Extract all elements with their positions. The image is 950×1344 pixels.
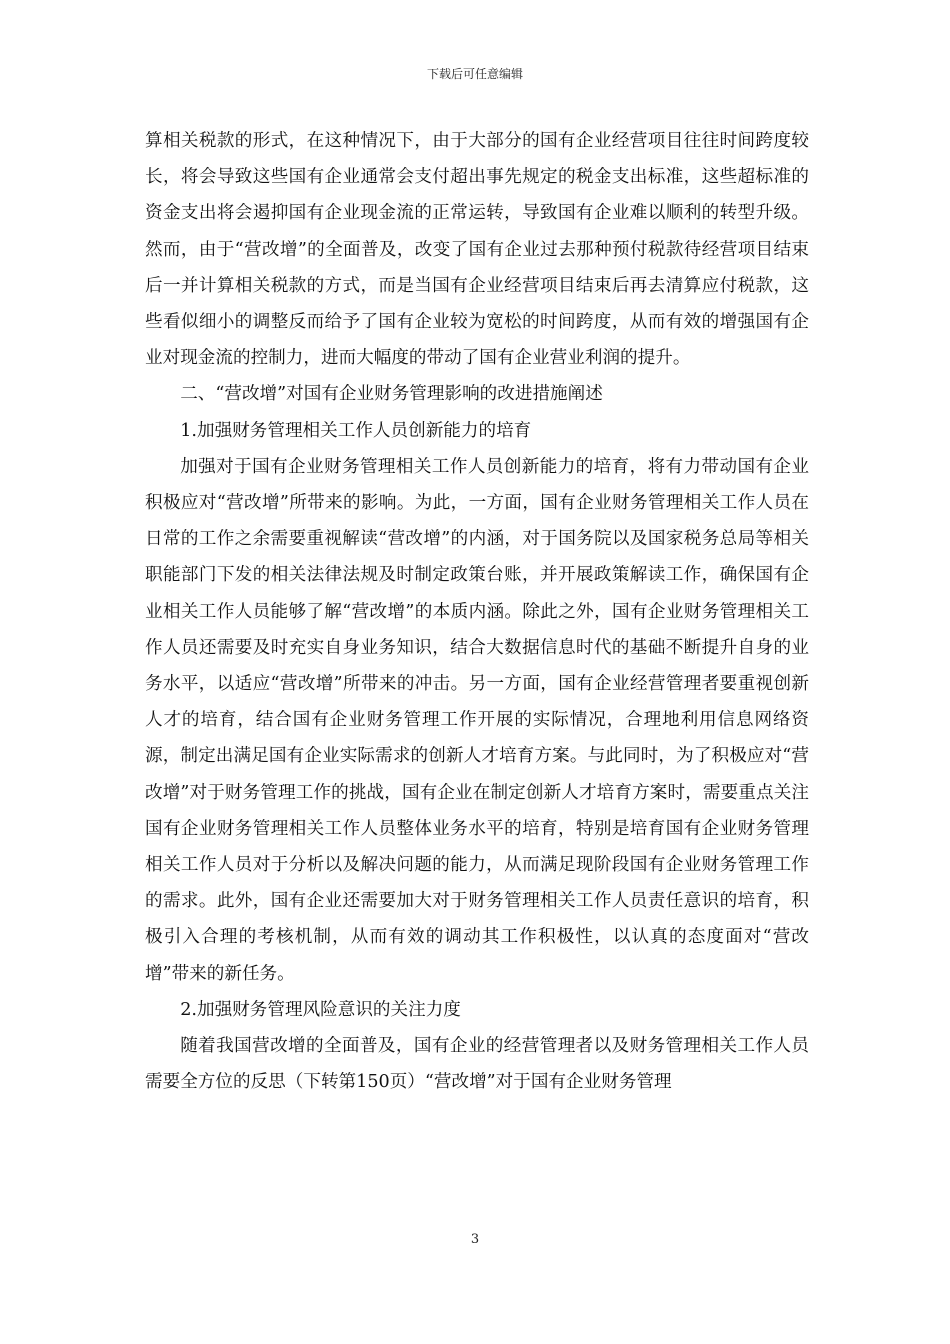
section-heading: 二、“营改增”对国有企业财务管理影响的改进措施阐述	[180, 384, 603, 405]
subheading-1: 1.加强财务管理相关工作人员创新能力的培育	[180, 420, 532, 441]
page-header: 下载后可任意编辑	[426, 67, 523, 81]
paragraph-1: 加强对于国有企业财务管理相关工作人员创新能力的培育，将有力带动国有企业积极应对“营改增”所带来的影响。为此，一方面，国有企业财务管理相关工作人员在日常的工作之余需要重视解读“营改增”的内涵，对于国务院以及国家税务总局等相关职能部门下发的相关法律法规及时制定政策台账，并开展政策解读工作，确保国有企业相关工作人员能够了解“营改增”的本质内涵。除此之外，国有企业财务管理相关工作人员还需要及时充实自身业务知识，结合大数据信息时代的基础不断提升自身的业务水平，以适应“营改增”所带来的冲击。另一方面，国有企业经营管理者要重视创新人才的培育，结合国有企业财务管理工作开展的实际情况，合理地利用信息网络资源，制定出满足国有企业实际需求的创新人才培育方案。与此同时，为了积极应对“营改增”对于财务管理工作的挑战，国有企业在制定创新人才培育方案时，需要重点关注国有企业财务管理相关工作人员整体业务水平的培育，特别是培育国有企业财务管理相关工作人员对于分析以及解决问题的能力，从而满足现阶段国有企业财务管理工作的需求。此外，国有企业还需要加大对于财务管理相关工作人员责任意识的培育，积极引入合理的考核机制，从而有效的调动其工作积极性，以认真的态度面对“营改增”带来的新任务。	[145, 456, 809, 984]
page-number: 3	[470, 1232, 480, 1247]
paragraph-continued: 算相关税款的形式，在这种情况下，由于大部分的国有企业经营项目往往时间跨度较长，将会导致这些国有企业通常会支付超出事先规定的税金支出标准，这些超标准的资金支出将会遏抑国有企业现金流的正常运转，导致国有企业难以顺利的转型升级。然而，由于“营改增”的全面普及，改变了国有企业过去那种预付税款待经营项目结束后一并计算相关税款的方式，而是当国有企业经营项目结束后再去清算应付税款，这些看似细小的调整反而给予了国有企业较为宽松的时间跨度，从而有效的增强国有企业对现金流的控制力，进而大幅度的带动了国有企业营业利润的提升。	[145, 131, 809, 369]
subheading-2: 2.加强财务管理风险意识的关注力度	[180, 999, 461, 1020]
document-body	[145, 123, 809, 1100]
paragraph-2: 随着我国营改增的全面普及，国有企业的经营管理者以及财务管理相关工作人员需要全方位的反思（下转第150页）“营改增”对于国有企业财务管理	[145, 1036, 809, 1093]
